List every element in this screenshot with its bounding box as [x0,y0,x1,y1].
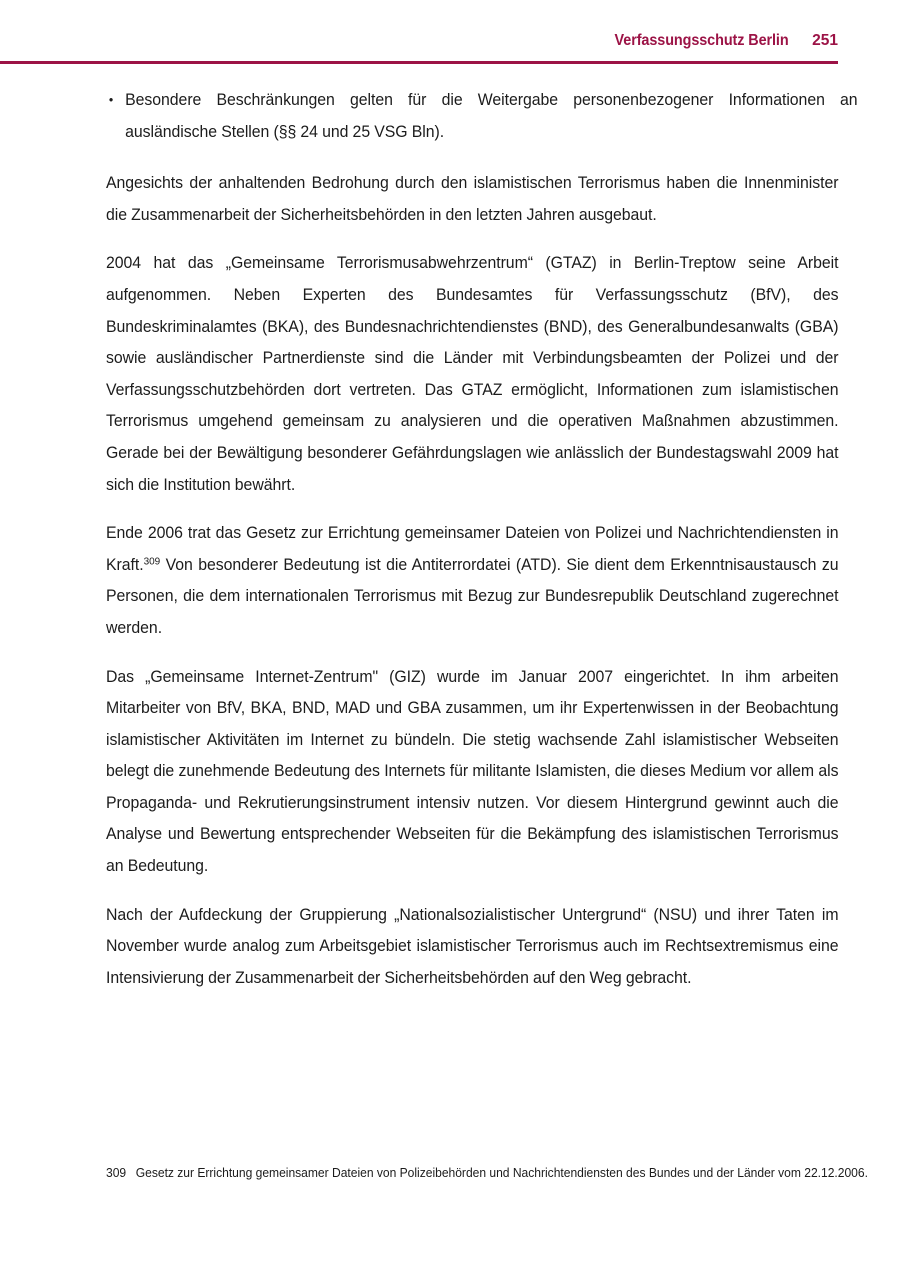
footnote-entry [106,1163,880,1184]
header-rule [0,61,838,64]
footnote-marker[interactable]: 309 [143,556,161,568]
bullet-list [106,84,858,147]
footnote-number: 309 [106,1166,127,1180]
footnote-area [106,1163,866,1184]
body-paragraph: 2004 hat das „Gemeinsame Terrorismusabwehrzentrum“ (GTAZ) in Berlin-Treptow seine Arbeit aufgenommen. Neben Experten des Bundesamtes für Verfassungsschutz (BfV), des Bundeskriminalamtes (BKA), des Bundesnachrichtendienstes (BND), des Generalbundesanwalts (GBA) sowie ausländischer Partnerdienste sind die Länder mit Verbindungsbeamten der Polizei und der Verfassungsschutzbehörden dort vertreten. Das GTAZ ermöglicht, Informationen zum islamistischen Terrorismus umgehend gemeinsam zu analysieren und die operativen Maßnahmen abzustimmen. Gerade bei der Bewältigung besonderer Gefährdungslagen wie anlässlich der Bundestagswahl 2009 hat sich die Institution bewährt. [106,253,839,494]
body-paragraph: Das „Gemeinsame Internet-Zentrum" (GIZ) wurde im Januar 2007 eingerichtet. In ihm arbeiten Mitarbeiter von BfV, BKA, BND, MAD und GBA zusammen, um ihr Expertenwissen in der Beobachtung islamistischer Aktivitäten im Internet zu bündeln. Die stetig wachsende Zahl islamistischer Webseiten belegt die zunehmende Bedeutung des Internets für militante Islamisten, die dieses Medium vor allem als Propaganda- und Rekrutierungsinstrument intensiv nutzen. Vor diesem Hintergrund gewinnt auch die Analyse und Bewertung entsprechender Webseiten für die Bekämpfung des islamistischen Terrorismus an Bedeutung. [106,666,839,876]
list-item: • Besondere Beschränkungen gelten für die Weitergabe personenbezogener Informationen an ausländische Stellen (§§ 24 und 25 VSG Bln). [106,84,858,147]
footnote-text: Gesetz zur Errichtung gemeinsamer Dateien von Polizeibehörden und Nachrichtendiensten des Bundes und der Länder vom 22.12.2006. [135,1166,868,1180]
page-number: 251 [812,32,838,49]
body-paragraph-with-footnote [106,517,838,643]
page-header [0,32,838,68]
body-paragraph: Nach der Aufdeckung der Gruppierung „Nationalsozialistischer Untergrund“ (NSU) und ihrer Taten im November wurde analog zum Arbeitsgebiet islamistischer Terrorismus auch im Rechtsextremismus eine Intensivierung der Zusammenarbeit der Sicherheitsbehörden auf den Weg gebracht. [106,904,839,987]
page-content [106,84,858,993]
body-paragraph: Angesichts der anhaltenden Bedrohung durch den islamistischen Terrorismus haben die Innenminister die Zusammenarbeit der Sicherheitsbehörden in den letzten Jahren ausgebaut. [106,173,839,224]
header-title: Verfassungsschutz Berlin [614,32,789,49]
paragraph-text-after-marker: Von besonderer Bedeutung ist die Antiterrordatei (ATD). Sie dient dem Erkenntnisaustausch zu Personen, die dem internationalen Terrorismus mit Bezug zur Bundesrepublik Deutschland zugerechnet werden. [106,554,839,637]
paragraph-text-before-marker: Ende 2006 trat das Gesetz zur Errichtung gemeinsamer Dateien von Polizei und Nachrichtendiensten in Kraft. [106,523,839,574]
header-inner [0,32,838,60]
